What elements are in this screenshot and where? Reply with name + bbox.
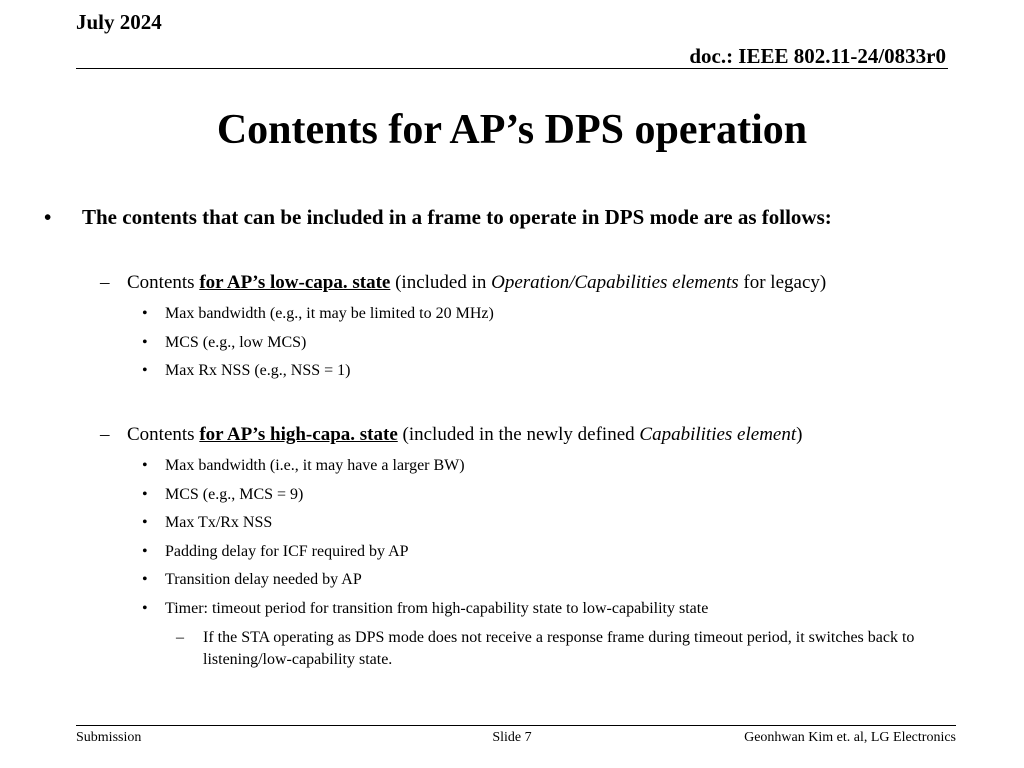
high-capa-item: [142, 455, 465, 477]
header-divider: [76, 68, 948, 69]
footer-author: Geonhwan Kim et. al, LG Electronics: [744, 730, 956, 745]
sub-bullet-marker: •: [142, 514, 148, 531]
footer-submission: Submission: [76, 730, 142, 745]
high-capa-item-text: Max Tx/Rx NSS: [165, 514, 273, 531]
low-capa-item: [142, 332, 306, 354]
high-capa-item: [142, 569, 362, 591]
high-capa-mid: (included in the newly defined: [397, 424, 640, 445]
high-capa-item: [142, 484, 303, 506]
high-capa-text: [127, 423, 802, 447]
sub-bullet-marker: •: [142, 362, 148, 379]
low-capa-emphasis: for AP’s low-capa. state: [199, 272, 391, 293]
bullet-marker: •: [44, 205, 52, 229]
high-capa-item: [142, 541, 409, 563]
sub-bullet-marker: •: [142, 543, 148, 560]
main-bullet-text: The contents that can be included in a frame to operate in DPS mode are as follows:: [82, 205, 832, 229]
low-capa-mid: (included in: [390, 272, 492, 293]
high-capa-item-text: Timer: timeout period for transition from high-capability state to low-capability state: [165, 600, 709, 617]
low-capa-suffix: for legacy): [738, 272, 827, 293]
dash-marker: –: [176, 629, 184, 646]
header-doc-id: doc.: IEEE 802.11-24/0833r0: [689, 44, 946, 68]
low-capa-item: [142, 303, 494, 325]
high-capa-item-text: MCS (e.g., MCS = 9): [165, 486, 304, 503]
high-capa-emphasis: for AP’s high-capa. state: [199, 424, 398, 445]
high-capa-suffix: ): [796, 424, 803, 445]
high-capa-item-text: Transition delay needed by AP: [165, 571, 362, 588]
high-capa-item: [142, 598, 708, 620]
sub-bullet-marker: •: [142, 486, 148, 503]
high-capa-prefix: Contents: [127, 424, 200, 445]
timer-sub-item: [176, 627, 966, 671]
low-capa-prefix: Contents: [127, 272, 200, 293]
high-capa-italic: Capabilities element: [639, 424, 797, 445]
footer-slide-number: Slide 7: [492, 730, 532, 745]
sub-bullet-marker: •: [142, 334, 148, 351]
high-capa-heading: [100, 423, 802, 447]
low-capa-item-text: MCS (e.g., low MCS): [165, 334, 307, 351]
high-capa-item-text: Padding delay for ICF required by AP: [165, 543, 409, 560]
high-capa-item: [142, 512, 272, 534]
main-bullet: [44, 203, 944, 232]
header-date: July 2024: [76, 10, 162, 34]
dash-marker: –: [100, 424, 110, 445]
low-capa-italic: Operation/Capabilities elements: [491, 272, 739, 293]
low-capa-item-text: Max Rx NSS (e.g., NSS = 1): [165, 362, 351, 379]
low-capa-text: [127, 271, 826, 295]
sub-bullet-marker: •: [142, 305, 148, 322]
timer-sub-item-text: If the STA operating as DPS mode does not receive a response frame during timeout period, it switches back to listening/low-capability state.: [203, 629, 915, 668]
slide-title: Contents for AP’s DPS operation: [216, 107, 808, 153]
low-capa-item-text: Max bandwidth (e.g., it may be limited to 20 MHz): [165, 305, 494, 322]
sub-bullet-marker: •: [142, 457, 148, 474]
sub-bullet-marker: •: [142, 600, 148, 617]
low-capa-heading: [100, 271, 826, 295]
sub-bullet-marker: •: [142, 571, 148, 588]
low-capa-item: [142, 360, 350, 382]
footer-divider: [76, 725, 956, 726]
dash-marker: –: [100, 272, 110, 293]
high-capa-item-text: Max bandwidth (i.e., it may have a larger BW): [165, 457, 465, 474]
